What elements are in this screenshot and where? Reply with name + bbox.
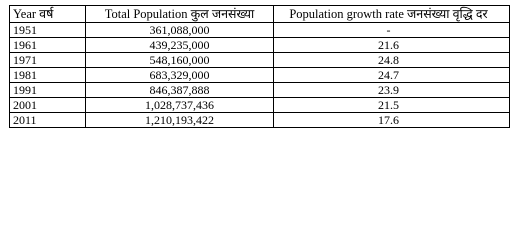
population-table-container [9, 5, 510, 128]
table-row [10, 23, 510, 38]
cell-population: 548,160,000 [86, 53, 274, 68]
cell-population: 683,329,000 [86, 68, 274, 83]
cell-population: 361,088,000 [86, 23, 274, 38]
cell-year: 1971 [10, 53, 86, 68]
header-year: Year वर्ष [10, 6, 86, 23]
cell-growth-rate: - [274, 23, 510, 38]
table-row [10, 53, 510, 68]
cell-growth-rate: 23.9 [274, 83, 510, 98]
table-row [10, 38, 510, 53]
cell-population: 439,235,000 [86, 38, 274, 53]
cell-population: 1,028,737,436 [86, 98, 274, 113]
population-table [9, 5, 510, 128]
cell-year: 1991 [10, 83, 86, 98]
cell-year: 1961 [10, 38, 86, 53]
cell-year: 2011 [10, 113, 86, 128]
cell-year: 2001 [10, 98, 86, 113]
cell-growth-rate: 17.6 [274, 113, 510, 128]
cell-population: 846,387,888 [86, 83, 274, 98]
header-growth-rate: Population growth rate जनसंख्या वृद्धि दर [274, 6, 510, 23]
cell-year: 1951 [10, 23, 86, 38]
table-row [10, 113, 510, 128]
header-total-population: Total Population कुल जनसंख्या [86, 6, 274, 23]
table-header-row [10, 6, 510, 23]
cell-year: 1981 [10, 68, 86, 83]
cell-growth-rate: 24.7 [274, 68, 510, 83]
table-row [10, 68, 510, 83]
cell-population: 1,210,193,422 [86, 113, 274, 128]
cell-growth-rate: 24.8 [274, 53, 510, 68]
cell-growth-rate: 21.6 [274, 38, 510, 53]
table-row [10, 83, 510, 98]
table-row [10, 98, 510, 113]
cell-growth-rate: 21.5 [274, 98, 510, 113]
